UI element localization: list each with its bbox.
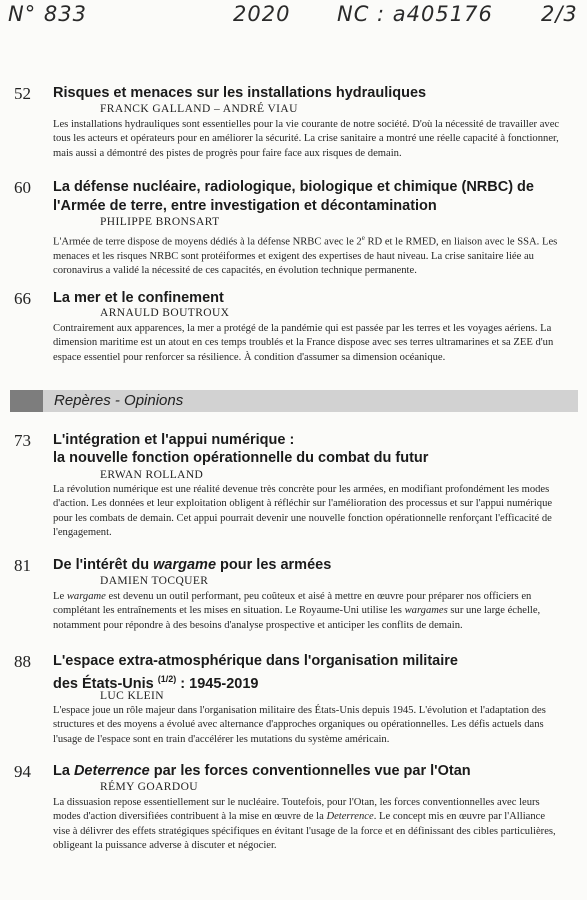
section-title: Repères - Opinions	[54, 392, 184, 409]
article-title: La Deterrence par les forces conventionnelles vue par l'Otan	[53, 763, 471, 779]
handwritten-code: NC : a405176	[337, 2, 493, 26]
article-authors: ERWAN ROLLAND	[100, 469, 204, 481]
article-authors: PHILIPPE BRONSART	[100, 216, 220, 228]
page-number: 73	[14, 431, 31, 450]
page-number: 66	[14, 289, 31, 308]
article-summary: L'Armée de terre dispose de moyens dédiés à la défense NRBC avec le 2e RD et le RMED, en liaison avec le SSA. Les menaces et les risques NRBC sont protéiformes et exigent des expertises de haut niveau. La crise sanitaire liée au coronavirus a validé la nécessité de ces capacités, en évolution technique permanente.	[53, 234, 558, 277]
article-summary: L'espace joue un rôle majeur dans l'organisation militaire des États-Unis depuis 1945. L'évolution et l'adaptation des structures et des moyens a évolué avec alternance d'approches organiques ou opérationnelles. Les défis actuels dans l'usage de l'espace sont en train d'accélérer les mutations du système américain.	[53, 705, 546, 745]
handwritten-ref-number: N° 833	[8, 2, 87, 26]
article-title: L'intégration et l'appui numérique : la nouvelle fonction opérationnelle du combat du futur	[53, 432, 429, 466]
section-header-band	[10, 390, 578, 412]
article-authors: ARNAULD BOUTROUX	[100, 307, 230, 319]
article-summary: La révolution numérique est une réalité devenue très concrète pour les armées, en modifiant profondément les modes d'action. Les données et leur exploitation obligent à réfléchir sur l'amélioration des processus et sur l'appui numérique pour les combats de demain. Cet appui pourrait devenir une nouvelle fonction opérationnelle renforçant l'efficacité de l'engagement.	[53, 484, 553, 538]
article-title: De l'intérêt du wargame pour les armées	[53, 557, 332, 573]
article-summary: Les installations hydrauliques sont essentielles pour la vie courante de notre société. D'où la nécessité de travailler avec tous les acteurs et opérateurs pour en améliorer la sécurité. La crise sanitaire a montré une réelle capacité à fonctionner, mais aussi a démontré des pistes de progrès pour faire face aux risques de demain.	[53, 119, 560, 159]
article-authors: LUC KLEIN	[100, 690, 164, 702]
article-summary: Le wargame est devenu un outil performant, peu coûteux et aisé à mettre en œuvre pour préparer nos officiers en complétant les entraînements et les mises en situation. Le Royaume-Uni utilise les wargames sur une large échelle, notamment pour répondre à des besoins d'analyse prospective et anticiper les conflits de demain.	[53, 591, 541, 631]
page-number: 60	[14, 178, 31, 197]
page-number: 94	[14, 762, 31, 781]
article-title: L'espace extra-atmosphérique dans l'organisation militaire des États-Unis $^{(1/2)}$ : 1945-2019	[53, 653, 458, 692]
article-authors: DAMIEN TOCQUER	[100, 575, 209, 587]
handwritten-year: 2020	[233, 2, 291, 26]
article-title: Risques et menaces sur les installations hydrauliques	[53, 85, 427, 101]
page-number: 81	[14, 556, 31, 575]
page-number: 52	[14, 84, 31, 103]
article-authors: RÉMY GOARDOU	[100, 781, 198, 793]
section-marker	[10, 390, 43, 412]
article-title: La mer et le confinement	[53, 290, 224, 306]
article-summary: La dissuasion repose essentiellement sur le nucléaire. Toutefois, pour l'Otan, les forces conventionnelles avec leurs modes d'action diversifiées contribuent à la mise en œuvre de la Deterrence. Le concept mis en œuvre par l'Alliance vise à délivrer des effets stratégiques spécifiques en évitant l'usage de la force et en définissant des cibles particulières, obligeant la puissance adverse à discuter et négocier.	[53, 797, 556, 851]
handwritten-fraction: 2/3	[541, 2, 578, 26]
article-title: La défense nucléaire, radiologique, biologique et chimique (NRBC) de l'Armée de terre, entre investigation et décontamination	[53, 179, 534, 214]
page-number: 88	[14, 652, 31, 671]
article-authors: FRANCK GALLAND – ANDRÉ VIAU	[100, 103, 298, 115]
article-summary: Contrairement aux apparences, la mer a protégé de la pandémie qui est passée par les terres et les voyages aériens. La dimension maritime est un atout en ces temps troublés et la France dispose avec ses terres ultramarines et sa ZEE d'un espace essentiel pour renforcer sa résilience. À condition d'assumer sa dimension océanique.	[53, 323, 554, 363]
